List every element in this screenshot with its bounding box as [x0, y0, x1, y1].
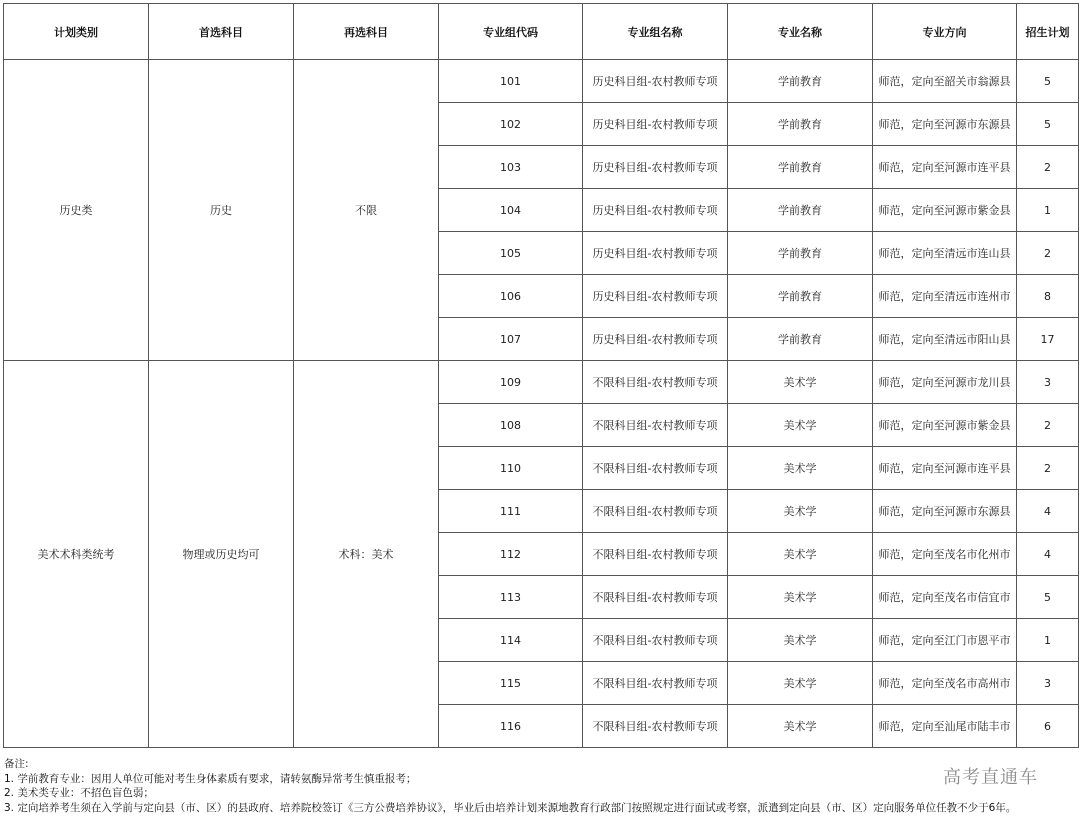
group-code-cell: 105 — [439, 232, 583, 275]
major-name-cell: 美术学 — [728, 619, 873, 662]
header-plan-category: 计划类别 — [4, 4, 149, 60]
enrollment-plan-cell: 1 — [1017, 619, 1079, 662]
enrollment-plan-cell: 5 — [1017, 103, 1079, 146]
group-name-cell: 历史科目组-农村教师专项 — [583, 318, 728, 361]
group-code-cell: 106 — [439, 275, 583, 318]
major-name-cell: 学前教育 — [728, 232, 873, 275]
table-body — [4, 60, 1079, 748]
group-name-cell: 不限科目组-农村教师专项 — [583, 662, 728, 705]
enrollment-plan-cell: 2 — [1017, 146, 1079, 189]
notes-title: 备注: — [4, 758, 29, 770]
major-direction-cell: 师范，定向至汕尾市陆丰市 — [873, 705, 1017, 748]
major-name-cell: 美术学 — [728, 705, 873, 748]
table-row — [4, 361, 1079, 404]
group-code-cell: 107 — [439, 318, 583, 361]
table-header-row — [4, 4, 1079, 60]
major-direction-cell: 师范，定向至清远市连州市 — [873, 275, 1017, 318]
major-direction-cell: 师范，定向至清远市阳山县 — [873, 318, 1017, 361]
major-name-cell: 美术学 — [728, 490, 873, 533]
major-direction-cell: 师范，定向至清远市连山县 — [873, 232, 1017, 275]
major-direction-cell: 师范，定向至河源市紫金县 — [873, 189, 1017, 232]
major-direction-cell: 师范，定向至茂名市信宜市 — [873, 576, 1017, 619]
group-code-cell: 104 — [439, 189, 583, 232]
major-direction-cell: 师范，定向至河源市龙川县 — [873, 361, 1017, 404]
group-name-cell: 历史科目组-农村教师专项 — [583, 189, 728, 232]
group-code-cell: 115 — [439, 662, 583, 705]
notes-section — [4, 757, 1078, 815]
enrollment-plan-cell: 2 — [1017, 447, 1079, 490]
enrollment-plan-cell: 17 — [1017, 318, 1079, 361]
group-code-cell: 114 — [439, 619, 583, 662]
major-direction-cell: 师范，定向至江门市恩平市 — [873, 619, 1017, 662]
group-code-cell: 108 — [439, 404, 583, 447]
major-direction-cell: 师范，定向至河源市东源县 — [873, 103, 1017, 146]
group-code-cell: 109 — [439, 361, 583, 404]
major-name-cell: 美术学 — [728, 576, 873, 619]
enrollment-plan-cell: 2 — [1017, 232, 1079, 275]
enrollment-plan-cell: 8 — [1017, 275, 1079, 318]
group-name-cell: 不限科目组-农村教师专项 — [583, 533, 728, 576]
group-code-cell: 103 — [439, 146, 583, 189]
major-direction-cell: 师范，定向至河源市连平县 — [873, 447, 1017, 490]
note-line: 3. 定向培养考生须在入学前与定向县（市、区）的县政府、培养院校签订《三方公费培养协议》，毕业后由培养计划来源地教育行政部门按照规定进行面试或考察，派遣到定向县（市、区）定向服务单位任教不少于6年。 — [4, 801, 1017, 814]
enrollment-plan-cell: 4 — [1017, 533, 1079, 576]
major-name-cell: 学前教育 — [728, 318, 873, 361]
group-code-cell: 102 — [439, 103, 583, 146]
category-cell: 历史类 — [4, 60, 149, 361]
major-name-cell: 学前教育 — [728, 189, 873, 232]
major-name-cell: 美术学 — [728, 662, 873, 705]
group-code-cell: 111 — [439, 490, 583, 533]
group-name-cell: 历史科目组-农村教师专项 — [583, 103, 728, 146]
enrollment-plan-cell: 5 — [1017, 576, 1079, 619]
group-name-cell: 不限科目组-农村教师专项 — [583, 404, 728, 447]
note-line: 1. 学前教育专业：因用人单位可能对考生身体素质有要求，请转氨酶异常考生慎重报考； — [4, 772, 417, 785]
major-name-cell: 美术学 — [728, 447, 873, 490]
major-direction-cell: 师范，定向至河源市连平县 — [873, 146, 1017, 189]
note-line: 2. 美术类专业：不招色盲色弱； — [4, 787, 154, 799]
enrollment-plan-cell: 3 — [1017, 662, 1079, 705]
first-subject-cell: 历史 — [149, 60, 294, 361]
group-name-cell: 不限科目组-农村教师专项 — [583, 361, 728, 404]
major-name-cell: 美术学 — [728, 404, 873, 447]
category-cell: 美术术科类统考 — [4, 361, 149, 748]
major-name-cell: 学前教育 — [728, 60, 873, 103]
group-name-cell: 历史科目组-农村教师专项 — [583, 60, 728, 103]
first-subject-cell: 物理或历史均可 — [149, 361, 294, 748]
group-name-cell: 不限科目组-农村教师专项 — [583, 490, 728, 533]
group-code-cell: 112 — [439, 533, 583, 576]
group-name-cell: 历史科目组-农村教师专项 — [583, 275, 728, 318]
group-code-cell: 110 — [439, 447, 583, 490]
group-name-cell: 不限科目组-农村教师专项 — [583, 576, 728, 619]
header-first-subject: 首选科目 — [149, 4, 294, 60]
major-direction-cell: 师范，定向至河源市东源县 — [873, 490, 1017, 533]
enrollment-plan-cell: 6 — [1017, 705, 1079, 748]
group-name-cell: 不限科目组-农村教师专项 — [583, 705, 728, 748]
watermark: 高考直通车 — [943, 767, 1038, 788]
group-code-cell: 101 — [439, 60, 583, 103]
enrollment-plan-cell: 5 — [1017, 60, 1079, 103]
header-enrollment-plan: 招生计划 — [1017, 4, 1079, 60]
enrollment-plan-cell: 2 — [1017, 404, 1079, 447]
header-second-subject: 再选科目 — [294, 4, 439, 60]
enrollment-plan-cell: 3 — [1017, 361, 1079, 404]
header-group-code: 专业组代码 — [439, 4, 583, 60]
major-name-cell: 学前教育 — [728, 103, 873, 146]
group-code-cell: 116 — [439, 705, 583, 748]
group-name-cell: 不限科目组-农村教师专项 — [583, 447, 728, 490]
group-name-cell: 历史科目组-农村教师专项 — [583, 146, 728, 189]
major-direction-cell: 师范，定向至茂名市高州市 — [873, 662, 1017, 705]
header-major-name: 专业名称 — [728, 4, 873, 60]
major-name-cell: 学前教育 — [728, 146, 873, 189]
major-name-cell: 美术学 — [728, 361, 873, 404]
major-direction-cell: 师范，定向至河源市紫金县 — [873, 404, 1017, 447]
major-name-cell: 学前教育 — [728, 275, 873, 318]
enrollment-plan-cell: 1 — [1017, 189, 1079, 232]
major-name-cell: 美术学 — [728, 533, 873, 576]
enrollment-plan-table — [3, 3, 1079, 748]
second-subject-cell: 术科：美术 — [294, 361, 439, 748]
major-direction-cell: 师范，定向至茂名市化州市 — [873, 533, 1017, 576]
header-major-direction: 专业方向 — [873, 4, 1017, 60]
group-code-cell: 113 — [439, 576, 583, 619]
header-group-name: 专业组名称 — [583, 4, 728, 60]
second-subject-cell: 不限 — [294, 60, 439, 361]
table-row — [4, 60, 1079, 103]
group-name-cell: 不限科目组-农村教师专项 — [583, 619, 728, 662]
enrollment-plan-cell: 4 — [1017, 490, 1079, 533]
group-name-cell: 历史科目组-农村教师专项 — [583, 232, 728, 275]
major-direction-cell: 师范，定向至韶关市翁源县 — [873, 60, 1017, 103]
